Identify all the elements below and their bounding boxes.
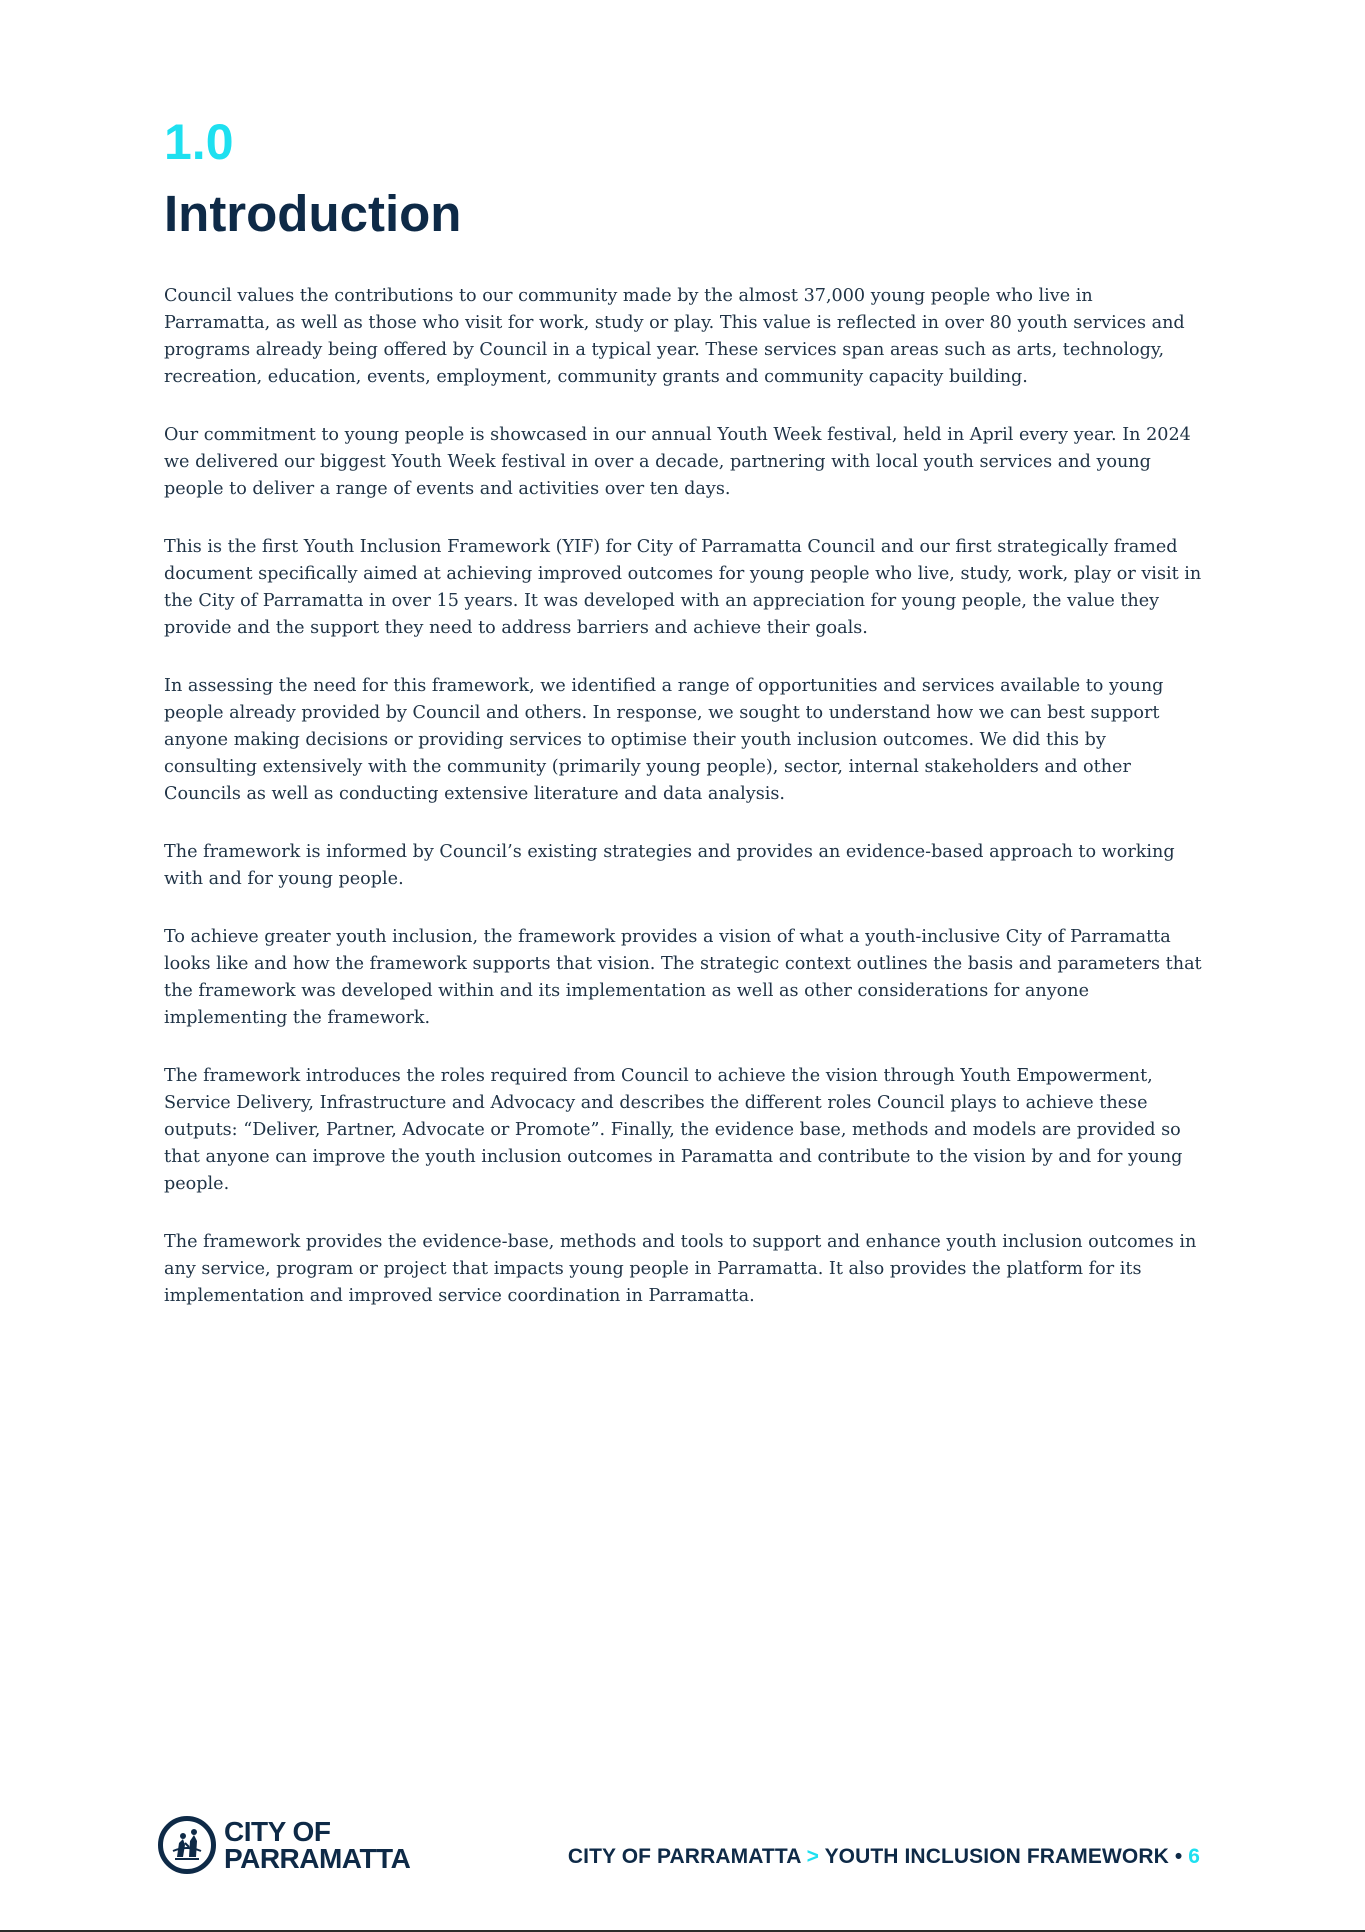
footer-breadcrumb xyxy=(568,1843,1200,1871)
paragraph: This is the first Youth Inclusion Framework (YIF) for City of Parramatta Council and our first strategically framed document specifically aimed at achieving improved outcomes for young people who live, study, work, play or visit in the City of Parramatta in over 15 years. It was developed with an appreciation for young people, the value they provide and the support they need to address barriers and achieve their goals. xyxy=(164,537,1202,638)
breadcrumb-org: CITY OF PARRAMATTA xyxy=(567,1845,801,1868)
breadcrumb-doc: YOUTH INCLUSION FRAMEWORK xyxy=(824,1845,1169,1868)
logo-wordmark xyxy=(224,1818,410,1872)
page-title: Introduction xyxy=(164,185,462,242)
paragraph: The framework is informed by Council’s existing strategies and provides an evidence-based approach to working with and for young people. xyxy=(164,842,1175,889)
logo-line-2: PARRAMATTA xyxy=(224,1843,411,1874)
paragraph: The framework provides the evidence-base, methods and tools to support and enhance youth inclusion outcomes in any service, program or project that impacts young people in Parramatta. It also provides the platform for its implementation and improved service coordination in Parramatta. xyxy=(164,1232,1197,1306)
page-number: 6 xyxy=(1188,1845,1200,1868)
footer-logo xyxy=(158,1812,410,1878)
paragraph: Our commitment to young people is showcased in our annual Youth Week festival, held in April every year. In 2024 we delivered our biggest Youth Week festival in over a decade, partnering with local youth services and young people to deliver a range of events and activities over ten days. xyxy=(164,425,1191,499)
breadcrumb-bullet: • xyxy=(1174,1845,1183,1868)
paragraph: To achieve greater youth inclusion, the framework provides a vision of what a youth-inclusive City of Parramatta looks like and how the framework supports that vision. The strategic context outlines the basis and parameters that the framework was developed within and its implementation as well as other considerations for anyone implementing the framework. xyxy=(164,927,1202,1028)
section-number: 1.0 xyxy=(164,114,234,170)
logo-line-1: CITY OF xyxy=(224,1816,331,1847)
paragraph: The framework introduces the roles required from Council to achieve the vision through Youth Empowerment, Service Delivery, Infrastructure and Advocacy and describes the different roles Council plays to achieve these outputs: “Deliver, Partner, Advocate or Promote”. Finally, the evidence base, methods and models are provided so that anyone can improve the youth inclusion outcomes in Paramatta and contribute to the vision by and for young people. xyxy=(164,1066,1183,1194)
paragraph: In assessing the need for this framework, we identified a range of opportunities and services available to young people already provided by Council and others. In response, we sought to understand how we can best support anyone making decisions or providing services to optimise their youth inclusion outcomes. We did this by consulting extensively with the community (primarily young people), sector, internal stakeholders and other Councils as well as conducting extensive literature and data analysis. xyxy=(164,676,1164,804)
body-text xyxy=(164,283,1204,1341)
city-crest-icon xyxy=(158,1816,216,1874)
breadcrumb-separator: > xyxy=(806,1845,819,1868)
city-crest-icon-graphic xyxy=(163,1821,211,1869)
paragraph: Council values the contributions to our community made by the almost 37,000 young people who live in Parramatta, as well as those who visit for work, study or play. This value is reflected in over 80 youth services and programs already being offered by Council in a typical year. These services span areas such as arts, technology, recreation, education, events, employment, community grants and community capacity building. xyxy=(164,286,1185,387)
